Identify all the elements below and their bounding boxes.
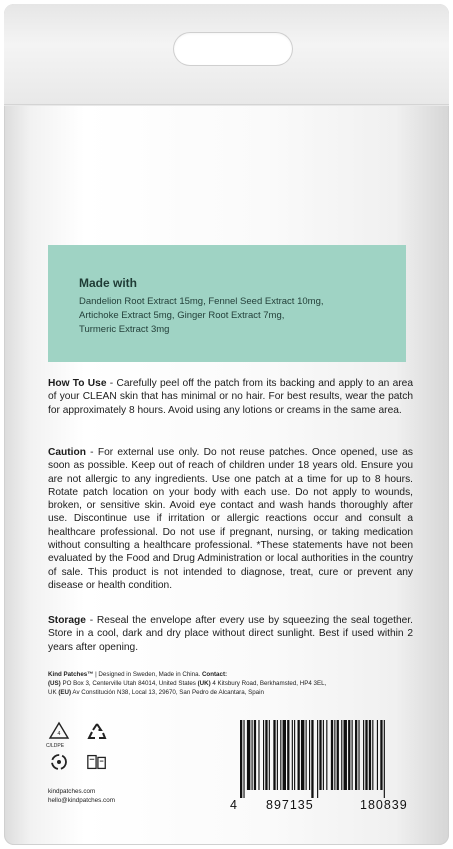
footer-line-1 (48, 670, 428, 679)
recycle-code-icon (48, 721, 70, 743)
eu-label: (EU) (58, 689, 72, 696)
barcode-bar (323, 720, 324, 790)
contact-info (48, 787, 115, 805)
barcode-bar (317, 720, 318, 798)
barcode-bar (331, 720, 333, 790)
manufacturer-info (48, 670, 428, 697)
barcode-bar (292, 720, 293, 790)
barcode-right-group: 180839 (360, 798, 408, 812)
caution-text: - For external use only. Do not reuse patches. Once opened, use as soon as possible. Keep out of reach of children under 18 years old. Ensure you are not allergic to any ingredients. Use one patch at a time for up to 8 hours. Rotate patch location on your body with each use. Do not apply to wounds, broken, or sensitive skin. Avoid eye contact and wash hands thoroughly after use. Discontinue use if irritation or allergic reactions occur and consult a healthcare professional. Do not use if pregnant, nursing, or taking medication without consulting a healthcare professional. *These statements have not been evaluated by the Food and Drug Administration or local authorities in the country of sale. This product is not intended to diagnose, treat, cure or prevent any disease or health condition. (48, 447, 413, 591)
barcode-bar (377, 720, 378, 790)
recycling-icons (48, 721, 116, 773)
barcode-bar (298, 720, 300, 790)
barcode-bar (294, 720, 295, 790)
us-address: PO Box 3, Centerville Utah 84014, United States (60, 680, 198, 687)
seal-line (4, 104, 449, 105)
how-to-use-label: How To Use (48, 378, 107, 389)
barcode-bar (258, 720, 259, 790)
barcode-bar (334, 720, 335, 790)
barcode-bar (344, 720, 347, 790)
eu-address: Av Constitución N38, Local 13, 29670, San Pedro de Alcantara, Spain (71, 689, 264, 696)
barcode-bar (311, 720, 313, 798)
contact-label: Contact: (201, 671, 228, 678)
barcode-bar (384, 720, 385, 798)
ingredients-line: Dandelion Root Extract 15mg, Fennel Seed Extract 10mg, (79, 296, 324, 307)
storage-text: - Reseal the envelope after every use by squeezing the seal together. Store in a cool, dark and dry place without direct sunlight. Best if used within 2 years after opening. (48, 615, 413, 653)
barcode-bar (372, 720, 373, 790)
how-to-use-text: - Carefully peel off the patch from its backing and apply to an area of your CLEAN skin that has minimal or no hair. For best results, wear the patch for approximately 8 hours. Avoid using any lotions or creams in the same area. (48, 378, 413, 416)
barcode-bar (265, 720, 267, 790)
barcode-bar (277, 720, 278, 790)
hand-recycle-icon (48, 751, 70, 773)
hang-hole (173, 32, 293, 66)
bin-icon (86, 751, 108, 773)
svg-text:4: 4 (57, 731, 61, 737)
barcode-bar (243, 720, 244, 798)
barcode-left-group: 897135 (266, 798, 314, 812)
barcode-bar (365, 720, 367, 790)
recycle-code-text: C/LDPE (46, 743, 65, 749)
barcode-bar (273, 720, 275, 790)
brand-name: Kind Patches™ (48, 671, 94, 678)
barcode-bar (358, 720, 359, 790)
barcode-bar (301, 720, 304, 790)
barcode-first-digit: 4 (230, 798, 238, 812)
footer-line-3 (48, 688, 428, 697)
barcode-bar (352, 720, 353, 790)
uk-country: UK (48, 689, 59, 696)
made-with-panel (48, 245, 406, 362)
barcode-bar (283, 720, 286, 790)
email-link[interactable]: hello@kindpatches.com (48, 797, 115, 804)
barcode-bar (240, 720, 242, 798)
barcode-bar (355, 720, 357, 790)
recycle-icon (86, 721, 108, 743)
barcode-bars (228, 720, 433, 798)
barcode-bar (254, 720, 256, 790)
barcode-bar (309, 720, 310, 790)
barcode-bar (348, 720, 350, 790)
barcode-bar (380, 720, 382, 790)
caution-label: Caution (48, 447, 86, 458)
designed-text: | Designed in Sweden, Made in China. (93, 671, 202, 678)
pouch-background (4, 4, 449, 845)
uk-label: (UK) (197, 680, 211, 687)
caution-section (48, 446, 413, 592)
barcode-bar (319, 720, 321, 790)
barcode-bar (287, 720, 289, 790)
us-label: (US) (48, 680, 61, 687)
ingredients-list (79, 295, 399, 337)
barcode-bar (337, 720, 339, 790)
barcode-bar (269, 720, 270, 790)
uk-address: 4 Kitsbury Road, Berkhamsted, HP4 3EL, (210, 680, 327, 687)
barcode-bar (369, 720, 371, 790)
barcode-bar (252, 720, 253, 790)
barcode-bar (263, 720, 264, 790)
ingredients-line: Artichoke Extract 5mg, Ginger Root Extract 7mg, (79, 310, 285, 321)
barcode-bar (280, 720, 281, 790)
storage-label: Storage (48, 615, 86, 626)
barcode-bar (306, 720, 307, 790)
storage-section (48, 614, 413, 654)
ingredients-line: Turmeric Extract 3mg (79, 324, 170, 335)
barcode-bar (326, 720, 327, 790)
barcode (228, 720, 433, 812)
footer-line-2 (48, 679, 428, 688)
made-with-heading: Made with (79, 276, 138, 290)
barcode-bar (247, 720, 250, 790)
barcode-bar (341, 720, 342, 790)
website-link[interactable]: kindpatches.com (48, 788, 96, 795)
how-to-use-section (48, 377, 413, 417)
barcode-bar (363, 720, 364, 790)
